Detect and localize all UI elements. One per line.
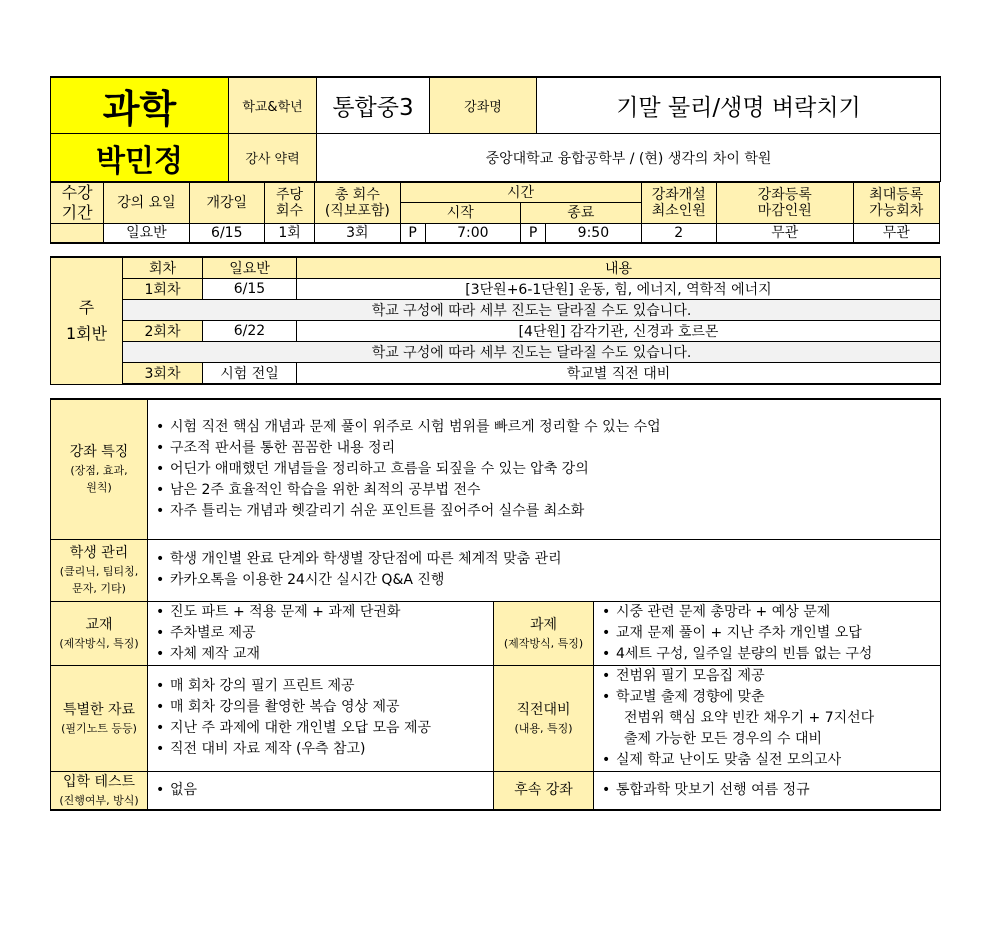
min-value: 2 <box>641 224 716 243</box>
end-time: 9:50 <box>546 224 641 243</box>
teacher-name: 박민정 <box>51 134 229 182</box>
course-header <box>50 76 941 182</box>
list-item: • 자주 틀리는 개념과 헷갈리기 쉬운 포인트를 짚어주어 실수를 최소화 <box>156 501 940 522</box>
start-ampm: P <box>400 224 425 243</box>
textbook-label: 교재 (제작방식, 특징) <box>51 601 148 665</box>
course-period-table <box>50 181 940 244</box>
list-item: • 자체 제작 교재 <box>156 644 493 665</box>
test-value-cell <box>148 771 494 810</box>
day-value: 일요반 <box>104 224 189 243</box>
list-item: • 실제 학교 난이도 맞춤 실전 모의고사 <box>602 750 940 771</box>
end-ampm: P <box>521 224 546 243</box>
schedule-row: 2회차 6/22 [4단원] 감각기관, 신경과 호르몬 <box>51 321 941 342</box>
total-value: 3회 <box>315 224 400 243</box>
list-item: • 시험 직전 핵심 개념과 문제 풀이 위주로 시험 범위를 빠르게 정리할 수 있는 수업 <box>156 417 940 438</box>
list-item: • 직전 대비 자료 제작 (우측 참고) <box>156 739 493 760</box>
list-item: 전범위 핵심 요약 빈칸 채우기 + 7지선다 <box>624 709 875 726</box>
list-item: • 전범위 필기 모음집 제공 <box>602 666 940 687</box>
test-label: 입학 테스트 (진행여부, 방식) <box>51 771 148 810</box>
course-label: 강좌명 <box>430 77 537 134</box>
features-list <box>148 399 941 539</box>
list-item: • 4세트 구성, 일주일 분량의 빈틈 없는 구성 <box>602 644 940 665</box>
list-item: • 진도 파트 + 적용 문제 + 과제 단권화 <box>156 602 493 623</box>
schedule-note-row: 학교 구성에 따라 세부 진도는 달라질 수도 있습니다. <box>51 300 941 321</box>
follow-value: • 통합과학 맛보기 선행 여름 정규 <box>602 780 940 801</box>
list-item: • 어딘가 애매했던 개념들을 정리하고 흐름을 되짚을 수 있는 압축 강의 <box>156 459 940 480</box>
course-info-table <box>50 398 941 811</box>
homework-list <box>594 601 941 665</box>
course-title: 기말 물리/생명 벼락치기 <box>537 77 941 134</box>
day-label: 강의 요일 <box>104 182 189 224</box>
bio-label: 강사 약력 <box>229 134 317 182</box>
start-label: 시작 <box>400 203 521 224</box>
special-list <box>148 665 494 771</box>
list-item: • 교재 문제 풀이 + 지난 주차 개인별 오답 <box>602 623 940 644</box>
schedule-side-label: 주 1회반 <box>51 257 123 384</box>
open-label: 개강일 <box>189 182 264 224</box>
bio-value: 중앙대학교 융합공학부 / (현) 생각의 차이 학원 <box>317 134 941 182</box>
homework-label: 과제 (제작방식, 특징) <box>494 601 594 665</box>
schedule-note-row: 학교 구성에 따라 세부 진도는 달라질 수도 있습니다. <box>51 342 941 363</box>
grade-label: 학교&학년 <box>229 77 317 134</box>
list-item: • 시중 관련 문제 총망라 + 예상 문제 <box>602 602 940 623</box>
management-list <box>148 539 941 601</box>
list-item: 출제 가능한 모든 경우의 수 대비 <box>624 730 823 747</box>
prep-label: 직전대비 (내용, 특징) <box>494 665 594 771</box>
deadline-value: 무관 <box>716 224 853 243</box>
end-label: 종료 <box>521 203 642 224</box>
list-item: • 매 회차 강의 필기 프린트 제공 <box>156 676 493 697</box>
max-label: 최대등록 가능회차 <box>853 182 939 224</box>
deadline-label: 강좌등록 마감인원 <box>716 182 853 224</box>
list-item: • 학교별 출제 경향에 맞춘 <box>602 687 940 708</box>
list-item: • 남은 2주 효율적인 학습을 위한 최적의 공부법 전수 <box>156 480 940 501</box>
open-value: 6/15 <box>189 224 264 243</box>
prep-list <box>594 665 941 771</box>
follow-label: 후속 강좌 <box>494 771 594 810</box>
time-label: 시간 <box>400 182 641 203</box>
features-label: 강좌 특징 (장점, 효과, 원칙) <box>51 399 148 539</box>
textbook-list <box>148 601 494 665</box>
schedule-row: 3회차 시험 전일 학교별 직전 대비 <box>51 363 941 385</box>
weekly-label: 주당 회수 <box>264 182 314 224</box>
list-item: • 매 회차 강의를 촬영한 복습 영상 제공 <box>156 697 493 718</box>
min-label: 강좌개설 최소인원 <box>641 182 716 224</box>
start-time: 7:00 <box>425 224 520 243</box>
schedule-table <box>50 256 941 385</box>
period-side-label-cont <box>51 224 104 243</box>
schedule-row: 1회차 6/15 [3단원+6-1단원] 운동, 힘, 에너지, 역학적 에너지 <box>51 279 941 300</box>
total-label: 총 회수 (직보포함) <box>315 182 400 224</box>
follow-value-cell <box>594 771 941 810</box>
list-item: • 구조적 판서를 통한 꼼꼼한 내용 정리 <box>156 438 940 459</box>
max-value: 무관 <box>853 224 939 243</box>
col-class: 일요반 <box>203 257 297 279</box>
col-content: 내용 <box>297 257 941 279</box>
list-item: • 카카오톡을 이용한 24시간 실시간 Q&A 진행 <box>156 570 940 591</box>
management-label: 학생 관리 (클리닉, 팀티칭, 문자, 기타) <box>51 539 148 601</box>
subject-cell: 과학 <box>51 77 229 134</box>
weekly-value: 1회 <box>264 224 314 243</box>
special-label: 특별한 자료 (필기노트 등등) <box>51 665 148 771</box>
grade-value: 통합중3 <box>317 77 430 134</box>
period-side-label: 수강 기간 <box>51 182 104 224</box>
list-item: • 주차별로 제공 <box>156 623 493 644</box>
col-session: 회차 <box>123 257 203 279</box>
list-item: • 지난 주 과제에 대한 개인별 오답 모음 제공 <box>156 718 493 739</box>
list-item: • 학생 개인별 완료 단계와 학생별 장단점에 따른 체계적 맞춤 관리 <box>156 549 940 570</box>
test-value: • 없음 <box>156 780 493 801</box>
